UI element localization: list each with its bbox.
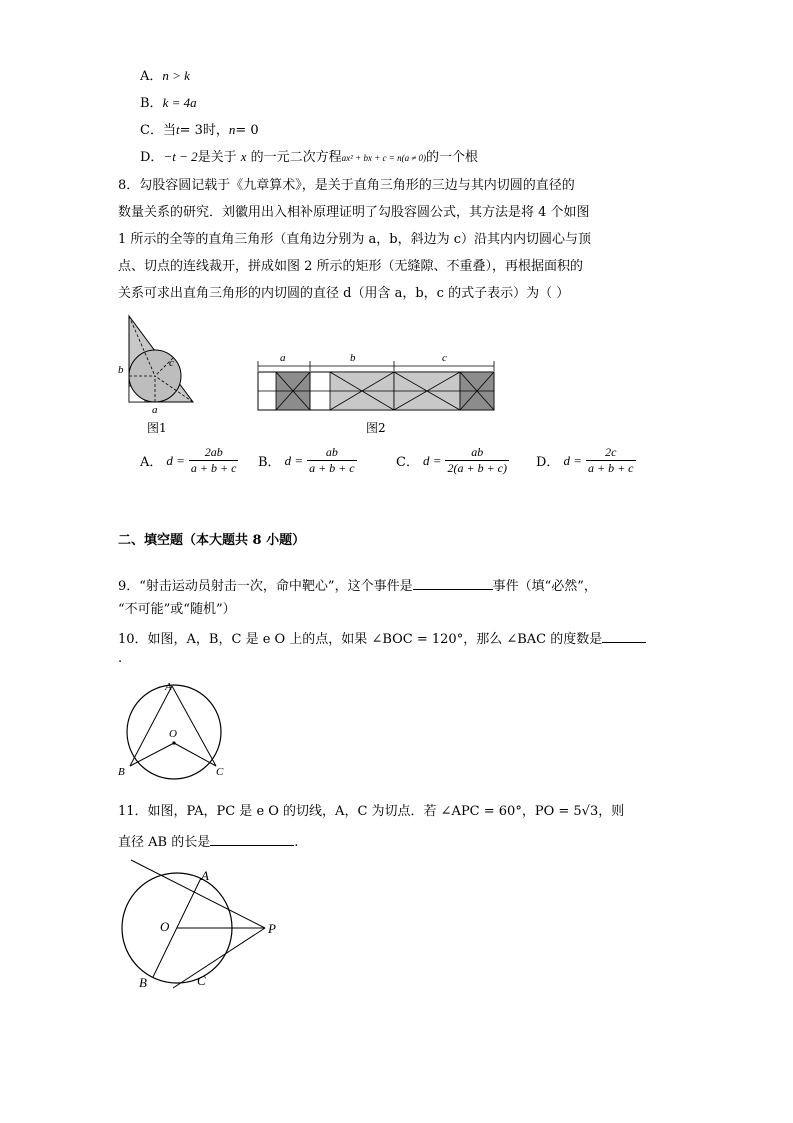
- option-label: D．: [536, 455, 560, 470]
- answer-blank[interactable]: [210, 831, 294, 846]
- section-title: 二、填空题（本大题共 8 小题）: [118, 533, 306, 548]
- line-ab: [130, 686, 172, 766]
- option-label: D．: [140, 150, 164, 165]
- q11-line-1: 11．如图，PA，PC 是 e O 的切线，A，C 为切点．若 ∠APC = 60°，PO = 5√3，则: [118, 804, 625, 819]
- denominator: a + b + c: [309, 461, 355, 475]
- label-a: a: [280, 352, 286, 364]
- numerator: ab: [471, 445, 484, 459]
- label-C: C: [216, 766, 224, 778]
- fraction: [307, 445, 357, 476]
- q10-period: .: [118, 651, 123, 666]
- q7-option-a: [140, 67, 190, 86]
- q8-figure-1: [115, 312, 205, 417]
- label-b: b: [118, 364, 124, 376]
- q8-line-1: 8．勾股容圆记载于《九章算术》，是关于直角三角形的三边与其内切圆的直径的: [118, 178, 575, 193]
- label-A: A: [201, 868, 209, 883]
- fraction: [445, 445, 509, 476]
- label-C: C: [197, 973, 206, 988]
- q8-figure-2-caption: 图2: [366, 421, 386, 435]
- numerator: 2ab: [204, 445, 223, 459]
- option-math: n > k: [162, 68, 190, 83]
- option-text: = 0: [235, 123, 259, 138]
- option-label: B．: [140, 96, 163, 111]
- q11-text: 直径 AB 的长是: [118, 835, 211, 850]
- q8-option-c: [396, 445, 509, 476]
- center-dot: [172, 741, 175, 744]
- label-c: c: [442, 352, 447, 364]
- q8-line-4: 点、切点的连线裁开，拼成如图 2 所示的矩形（无缝隙、不重叠），再根据面积的: [118, 259, 584, 274]
- option-label: B．: [258, 455, 281, 470]
- label-a: a: [152, 404, 158, 416]
- label-B: B: [139, 975, 147, 990]
- option-lhs: d =: [422, 452, 442, 468]
- var-n: n: [228, 122, 236, 137]
- option-label: A．: [140, 69, 163, 84]
- option-label: C．当: [140, 123, 176, 138]
- tangent-pa: [131, 860, 265, 928]
- numerator: ab: [325, 445, 338, 459]
- label-A: A: [165, 681, 172, 693]
- label-O: O: [160, 919, 170, 934]
- fraction: [586, 445, 636, 476]
- q9-text: 9．“射击运动员射击一次，命中靶心”，这个事件是: [118, 579, 413, 594]
- label-c: c: [169, 357, 174, 369]
- option-lhs: d =: [284, 452, 304, 468]
- var-x: x: [240, 149, 247, 164]
- q9-line-2: “不可能”或“随机”）: [118, 602, 236, 617]
- q10-line: [118, 628, 646, 649]
- numerator: 2c: [605, 445, 617, 459]
- q9-line-1: [118, 575, 597, 596]
- label-O: O: [169, 728, 177, 740]
- answer-blank[interactable]: [413, 575, 493, 590]
- q7-option-c: [140, 121, 259, 140]
- denominator: a + b + c: [587, 461, 634, 475]
- option-text: 的一元二次方程: [246, 150, 342, 165]
- option-label: A．: [140, 455, 163, 470]
- denominator: 2(a + b + c): [447, 461, 507, 475]
- q8-line-2: 数量关系的研究．刘徽用出入相补原理证明了勾股容圆公式，其方法是将 4 个如图: [118, 205, 590, 220]
- q7-option-b: [140, 94, 197, 113]
- q8-figure-2: [252, 348, 502, 414]
- fraction: [189, 445, 239, 476]
- q10-text: 10．如图，A，B，C 是 e O 上的点，如果 ∠BOC = 120°，那么 ∠BAC 的度数是: [118, 632, 603, 647]
- option-lhs: d =: [166, 452, 185, 468]
- q11-text: .: [294, 835, 299, 850]
- tangent-pc: [173, 928, 265, 988]
- answer-blank[interactable]: [602, 628, 646, 643]
- var-t: t: [175, 122, 180, 137]
- label-P: P: [268, 921, 276, 936]
- q8-figure-1-caption: 图1: [147, 421, 167, 435]
- q7-option-d: [140, 148, 478, 167]
- q8-line-5: 关系可求出直角三角形的内切圆的直径 d（用含 a，b，c 的式子表示）为（ ）: [118, 286, 570, 301]
- q11-figure: [115, 858, 290, 993]
- label-b: b: [350, 352, 356, 364]
- q8-option-b: [258, 445, 357, 476]
- q11-line-2: [118, 831, 298, 852]
- option-lhs: d =: [563, 452, 582, 468]
- denominator: a + b + c: [190, 461, 237, 475]
- option-text: 是关于: [197, 150, 241, 165]
- label-B: B: [118, 766, 125, 778]
- option-math: −t − 2: [163, 149, 198, 164]
- option-math: k = 4a: [162, 95, 197, 110]
- option-text: 的一个根: [426, 150, 479, 165]
- q9-text: 事件（填“必然”，: [492, 579, 597, 594]
- q8-option-d: [536, 445, 636, 476]
- option-label: C．: [396, 455, 419, 470]
- option-text: = 3时，: [179, 123, 229, 138]
- q10-figure: [112, 678, 237, 780]
- option-math: ax² + bx + c = n(a ≠ 0): [341, 153, 427, 163]
- q8-line-3: 1 所示的全等的直角三角形（直角边分别为 a，b，斜边为 c）沿其内内切圆心与顶: [118, 232, 592, 247]
- q8-option-a: [140, 445, 238, 476]
